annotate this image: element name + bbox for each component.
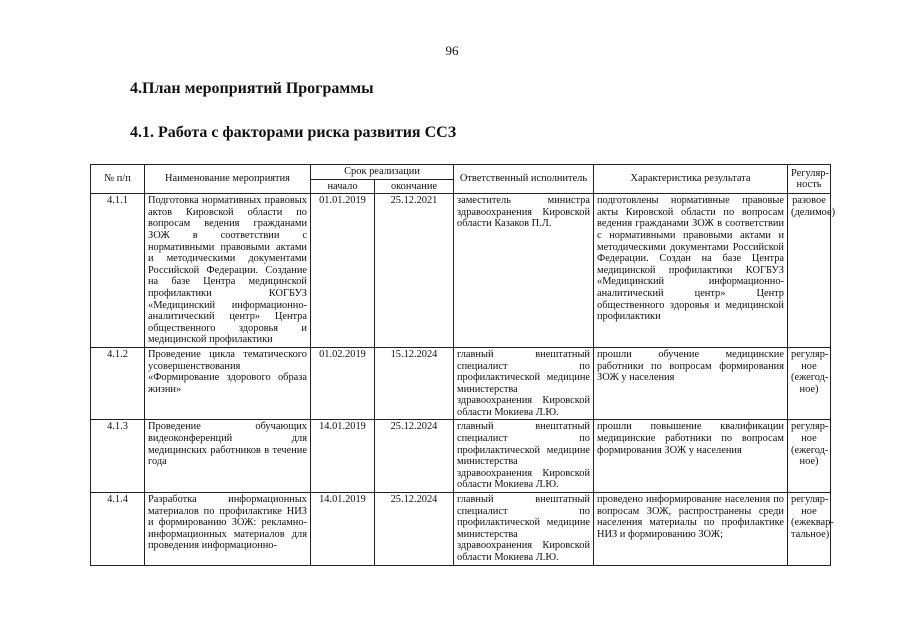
table-header-row [91, 165, 831, 180]
row-regularity: регуляр-ное (ежегод-ное) [788, 347, 831, 420]
row-result: проведено информирование населения по вопросам ЗОЖ, распространены среди населения материалы по профилактике НИЗ и формированию ЗОЖ; [594, 493, 788, 566]
section-heading: 4.План мероприятий Программы [130, 80, 374, 97]
row-responsible: главный внештатный специалист по профилактической медицине министерства здравоохранения Кировской области Мокиева Л.Ю. [454, 420, 594, 493]
row-name: Подготовка нормативных правовых актов Кировской области по вопросам ведения гражданами ЗОЖ в соответствии с нормативными правовыми актами и методическими документами Российской Федерации. Создание на базе Центра медицинской профилактики КОГБУЗ «Медицинский информационно-аналитический центр» Центра общественного здоровья и медицинской профилактики [145, 194, 311, 348]
row-regularity: регуляр-ное (ежегод-ное) [788, 420, 831, 493]
row-name: Проведение цикла тематического усовершенствования «Формирование здорового образа жизни» [145, 347, 311, 420]
row-start: 14.01.2019 [311, 493, 375, 566]
row-result: подготовлены нормативные правовые акты Кировской области по вопросам ведения гражданами ЗОЖ в соответствии с нормативными правовыми актами и методическими документами Российской Федерации. Создан на базе Центра медицинской профилактики КОГБУЗ «Медицинский информационно-аналитический центр» Центр общественного здоровья и медицинской профилактики [594, 194, 788, 348]
row-num: 4.1.3 [91, 420, 145, 493]
row-end: 25.12.2021 [375, 194, 454, 348]
row-responsible: главный внештатный специалист по профилактической медицине министерства здравоохранения Кировской области Мокиева Л.Ю. [454, 347, 594, 420]
row-end: 25.12.2024 [375, 493, 454, 566]
row-regularity: регуляр-ное (ежеквар-тальное) [788, 493, 831, 566]
header-num: № п/п [91, 165, 145, 194]
row-end: 15.12.2024 [375, 347, 454, 420]
header-name: Наименование мероприятия [145, 165, 311, 194]
activities-table [90, 164, 836, 566]
row-start: 01.01.2019 [311, 194, 375, 348]
table-row [91, 493, 831, 566]
row-num: 4.1.2 [91, 347, 145, 420]
row-regularity: разовое (делимое) [788, 194, 831, 348]
row-name: Разработка информационных материалов по профилактике НИЗ и формированию ЗОЖ: рекламно-информационных материалов для проведения информационно- [145, 493, 311, 566]
header-result: Характеристика результата [594, 165, 788, 194]
row-start: 14.01.2019 [311, 420, 375, 493]
subsection-heading: 4.1. Работа с факторами риска развития ССЗ [130, 124, 457, 141]
row-name: Проведение обучающих видеоконференций для медицинских работников в течение года [145, 420, 311, 493]
table-row [91, 347, 831, 420]
header-regularity: Регуляр-ность [788, 165, 831, 194]
row-responsible: главный внештатный специалист по профилактической медицине министерства здравоохранения Кировской области Мокиева Л.Ю. [454, 493, 594, 566]
row-start: 01.02.2019 [311, 347, 375, 420]
row-result: прошли повышение квалификации медицинские работники по вопросам формирования ЗОЖ у населения [594, 420, 788, 493]
row-responsible: заместитель министра здравоохранения Кировской области Казаков П.Л. [454, 194, 594, 348]
table-row [91, 194, 831, 348]
row-end: 25.12.2024 [375, 420, 454, 493]
page-number: 96 [445, 43, 459, 58]
row-num: 4.1.4 [91, 493, 145, 566]
row-num: 4.1.1 [91, 194, 145, 348]
header-period: Срок реализации [311, 165, 454, 180]
table-row [91, 420, 831, 493]
header-start: начало [311, 179, 375, 194]
row-result: прошли обучение медицинские работники по вопросам формирования ЗОЖ у населения [594, 347, 788, 420]
header-responsible: Ответственный исполнитель [454, 165, 594, 194]
header-end: окончание [375, 179, 454, 194]
